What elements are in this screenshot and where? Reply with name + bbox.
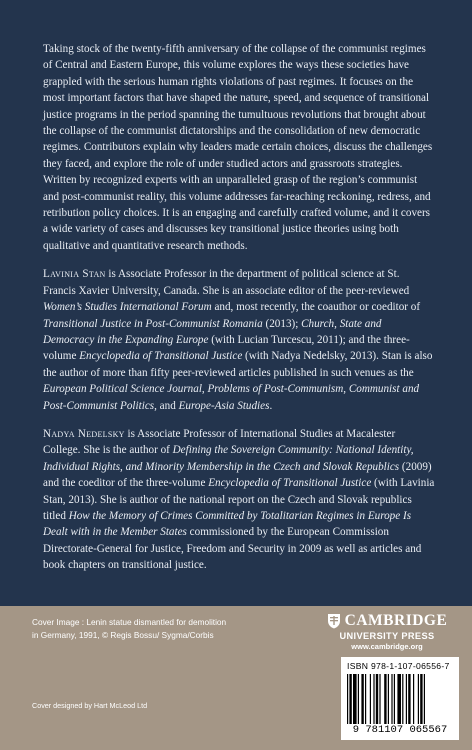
author-name-stan: Lavinia Stan <box>43 268 106 281</box>
barcode-bar <box>347 674 348 724</box>
barcode-bar <box>379 674 380 724</box>
publisher-logo-row <box>325 612 449 630</box>
bio-text: (with Lucian Turcescu, 2011); and the three-volume <box>43 333 410 363</box>
barcode-digits: 9 781107 065567 <box>352 724 448 736</box>
barcode-bar <box>418 674 419 724</box>
shield-icon <box>327 613 341 629</box>
barcode-panel <box>341 657 459 740</box>
bio-text: . <box>269 399 273 412</box>
cover-design-credit: Cover designed by Hart McLeod Ltd <box>32 701 148 710</box>
barcode-bar <box>391 674 392 724</box>
barcode-bar <box>349 674 351 724</box>
bio-title: Defining the Sovereign Community: National Identity, Individual Rights, and Minority Membership in the Czech and Slovak Republics <box>43 444 414 473</box>
bio-title: European Political Science Journal <box>43 383 202 396</box>
bio-title: Encyclopedia of Transitional Justice <box>208 477 372 490</box>
author-name-nedelsky: Nadya Nedelsky <box>43 427 125 440</box>
barcode-bar <box>408 674 410 724</box>
back-cover-text <box>43 41 435 586</box>
barcode-bar <box>358 674 359 724</box>
bio-text: (2009) and the coeditor of the three-volume <box>43 460 432 490</box>
cover-image-credit: Cover Image : Lenin statue dismantled for demolition in Germany, 1991, © Regis Bossu/ Sygma/Corbis <box>32 617 227 640</box>
barcode-bar <box>402 674 403 724</box>
barcode-bar <box>373 674 374 724</box>
bio-text: commissioned by the European Commission Directorate-General for Justice, Freedom and Security in 2009 as well as articles and book chapters on transitional justice. <box>43 526 422 572</box>
barcode-bar <box>413 674 414 724</box>
bio-text: is Associate Professor in the department of political science at St. Francis Xavier University, Canada. She is an associate editor of the peer-reviewed <box>43 268 410 297</box>
bio-title: Europe-Asia Studies <box>178 399 270 412</box>
bio-title: Encyclopedia of Transitional Justice <box>79 350 243 363</box>
bio-text: (with Lavinia Stan, 2013). She is author of the national report on the Czech and Slovak republics titled <box>43 477 435 522</box>
bio-text: is Associate Professor of International Studies at Macalester College. She is the author of <box>43 427 396 457</box>
barcode-bar <box>370 674 371 724</box>
author-bio-stan <box>43 266 435 414</box>
author-bio-nedelsky <box>43 426 435 574</box>
bio-text: , <box>343 383 349 396</box>
publisher-logo <box>325 612 449 651</box>
bio-text: , and <box>154 399 179 412</box>
barcode-bar <box>376 674 378 724</box>
barcode-bar <box>406 674 407 724</box>
isbn-label: ISBN 978-1-107-06556-7 <box>347 661 450 671</box>
barcode-bar <box>365 674 366 724</box>
barcode-bar <box>424 674 425 724</box>
bio-text: , <box>201 383 208 396</box>
bio-text: and, most recently, the coauthor or coeditor of <box>211 301 421 314</box>
barcode-bar <box>397 674 401 724</box>
bio-title: Women’s Studies International Forum <box>43 301 212 314</box>
barcode-bar <box>361 674 363 724</box>
barcode-bar <box>388 674 389 724</box>
bio-title: Church, State and Democracy in the Expanding Europe <box>43 317 382 346</box>
barcode-icon <box>347 674 453 724</box>
book-description: Taking stock of the twenty-fifth anniversary of the collapse of the communist regimes of Central and Eastern Europe, this volume explores the ways these societies have grappled with the serious human rights violations of past regimes. It focuses on the most important factors that have shaped the nature, speed, and sequence of transitional justice programs in the period spanning the tumultuous revolutions that brought about the collapse of the communist dictatorships and the consolidation of new democratic regimes. Contributors explain why leaders made certain choices, discuss the challenges they faced, and explore the role of under studied actors and grassroots strategies. Written by recognized experts with an unparalleled grasp of the region’s communist and post-communist reality, this volume addresses far-reaching reckoning, redress, and retribution policy choices. It is an engaging and carefully crafted volume, and it covers a wide variety of cases and discusses key transitional justice theories using both qualitative and quantitative research methods. <box>43 43 433 252</box>
bio-title: Transitional Justice in Post-Communist Romania <box>43 317 263 330</box>
bio-title: Communist and Post-Communist Politics <box>43 383 420 412</box>
barcode-bar <box>420 674 422 724</box>
publisher-subtitle: UNIVERSITY PRESS <box>339 631 435 641</box>
barcode-bar <box>384 674 386 724</box>
publisher-name: CAMBRIDGE <box>344 612 448 629</box>
bio-text: (with Nadya Nedelsky, 2013). Stan is also the author of more than fifty peer-reviewed articles published in such venues as the <box>43 350 433 379</box>
bio-title: How the Memory of Crimes Committed by Totalitarian Regimes in Europe Is Dealt with in the Member States <box>43 509 412 539</box>
bio-title: Problems of Post-Communism <box>207 383 344 396</box>
bio-text: (2013); <box>262 317 302 330</box>
barcode-bar <box>353 674 357 724</box>
publisher-url: www.cambridge.org <box>351 642 423 651</box>
barcode-bar <box>394 674 395 724</box>
